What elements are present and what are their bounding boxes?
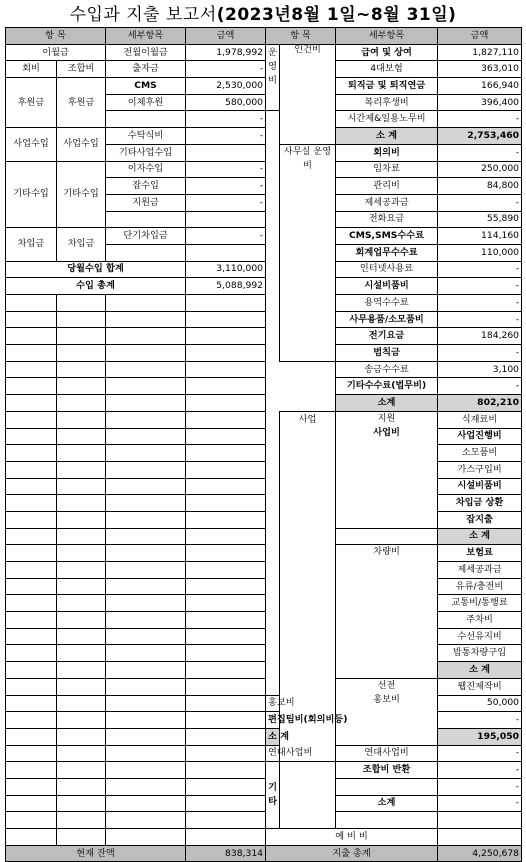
table-row (6, 778, 522, 795)
table-row (6, 795, 522, 812)
table-row (6, 812, 522, 829)
detail-label: 이자수입 (106, 161, 186, 178)
business-expense-label: 사업비 (373, 426, 400, 438)
current-balance-value: 838,314 (186, 845, 266, 862)
table-row (6, 695, 522, 712)
amount-value: - (438, 194, 522, 211)
amount-value: - (438, 378, 522, 395)
detail-label: 출자금 (106, 61, 186, 78)
amount-value: 1,978,992 (186, 44, 266, 61)
detail-label: 인터넷사용료 (336, 261, 438, 278)
header-detail: 세부항목 (106, 28, 186, 45)
detail-label: 교통비/통행료 (438, 595, 522, 612)
detail-label: 사업진행비 (438, 428, 522, 445)
detail-label: 단기차입금 (106, 228, 186, 245)
monthly-income-total-value: 3,110,000 (186, 261, 266, 278)
category-label: 차량비 (336, 545, 438, 679)
table-row (6, 595, 522, 612)
detail-label: 조합비 반환 (336, 762, 438, 779)
current-balance-label: 현재 잔액 (6, 845, 186, 862)
subtotal-label: 소 계 (266, 728, 280, 745)
monthly-income-total-label: 당월수입 합계 (6, 261, 186, 278)
detail-label: 식재료비 (438, 411, 522, 428)
report-table (5, 27, 522, 862)
amount-value: - (438, 762, 522, 779)
table-row (6, 745, 522, 762)
detail-label: 이체후원 (106, 94, 186, 111)
table-row (6, 278, 522, 295)
detail-label: 기타수수료(법무비) (336, 378, 438, 395)
table-row (6, 678, 522, 695)
header-amount: 금액 (186, 28, 266, 45)
category-label: 인건비 (280, 44, 336, 144)
category-label: 후원금 (6, 78, 57, 128)
table-header-row (6, 28, 522, 45)
promotion-label-bottom: 홍보비 (373, 693, 400, 705)
amount-value: 114,160 (438, 228, 522, 245)
amount-value: - (438, 111, 522, 128)
subtotal-label: 소 계 (438, 528, 522, 545)
category-label (336, 678, 438, 745)
detail-label: 회계업무수수료 (336, 244, 438, 261)
income-grand-total-label: 수입 총계 (6, 278, 186, 295)
detail-label: 밥통차량구입 (438, 645, 522, 662)
amount-value: 84,800 (438, 178, 522, 195)
amount-value: 50,000 (438, 695, 522, 712)
amount-value: 3,100 (438, 361, 522, 378)
table-row (6, 628, 522, 645)
group-label-operating: 운영비 (266, 44, 280, 111)
detail-label: CMS (106, 78, 186, 95)
header-item: 항 목 (266, 28, 336, 45)
detail-label (106, 111, 186, 128)
detail-label: 제세공과금 (438, 562, 522, 579)
detail-label: 송금수수료 (336, 361, 438, 378)
detail-label: 기타사업수입 (106, 144, 186, 161)
support-label: 지원 (377, 412, 396, 424)
amount-value: 580,000 (186, 94, 266, 111)
category-label (336, 411, 438, 528)
reserve-label: 예 비 비 (266, 829, 438, 846)
amount-value: - (438, 345, 522, 362)
subtotal-value: - (438, 795, 522, 812)
detail-label: 수선유지비 (438, 628, 522, 645)
table-row (6, 545, 522, 562)
detail-label: 유류/충전비 (438, 578, 522, 595)
detail-label: 보험료 (438, 545, 522, 562)
detail-label: 시설비품비 (336, 278, 438, 295)
detail-label: 용역수수료 (336, 295, 438, 312)
table-row (6, 612, 522, 629)
amount-value: 2,530,000 (186, 78, 266, 95)
table-row (6, 728, 522, 745)
category-label: 기타수입 (6, 161, 57, 228)
expense-grand-total-value: 4,250,678 (438, 845, 522, 862)
table-row (6, 562, 522, 579)
table-row (6, 511, 522, 528)
table-row (6, 78, 522, 95)
table-row (6, 378, 522, 395)
detail-label: 전화요금 (336, 211, 438, 228)
table-row (6, 44, 522, 61)
category-label: 회비 (6, 61, 57, 78)
group-label-other: 기타 (266, 762, 280, 829)
table-row (6, 261, 522, 278)
title-main: 수입과 지출 보고서 (69, 5, 217, 25)
group-label-business: 사업 (280, 411, 336, 761)
detail-label: 급여 및 상여 (336, 44, 438, 61)
detail-label: 가스구입비 (438, 461, 522, 478)
table-row (6, 395, 522, 412)
table-row (6, 361, 522, 378)
amount-value: - (186, 128, 266, 145)
header-item: 항 목 (6, 28, 106, 45)
subtotal-value: 2,753,460 (438, 128, 522, 145)
subtotal-label: 소 계 (336, 128, 438, 145)
detail-label: 퇴직금 및 퇴직연금 (336, 78, 438, 95)
amount-value: - (438, 144, 522, 161)
amount-value: 363,010 (438, 61, 522, 78)
detail-label: 잡지출 (438, 511, 522, 528)
amount-value: - (438, 745, 522, 762)
table-row (6, 295, 522, 312)
category-label (280, 762, 336, 829)
table-row (6, 161, 522, 178)
table-row (6, 829, 522, 846)
title-period: (2023년8월 1일~8월 31일) (216, 5, 457, 25)
amount-value (186, 144, 266, 161)
amount-value: - (438, 311, 522, 328)
amount-value: - (186, 61, 266, 78)
report-title (0, 4, 526, 26)
subcategory-label: 기타수입 (57, 161, 106, 228)
detail-label: 회의비 (336, 144, 438, 161)
table-row (6, 762, 522, 779)
detail-label: 전기요금 (336, 328, 438, 345)
table-row (6, 461, 522, 478)
amount-value: - (438, 295, 522, 312)
detail-label: CMS,SMS수수료 (336, 228, 438, 245)
detail-label: 4대보험 (336, 61, 438, 78)
category-label: 사업수입 (6, 128, 57, 161)
amount-value: - (438, 778, 522, 795)
amount-value: - (438, 261, 522, 278)
table-row (6, 495, 522, 512)
amount-value: 1,827,110 (438, 44, 522, 61)
detail-label: 제세공과금 (336, 194, 438, 211)
subtotal-value: 195,050 (438, 728, 522, 745)
footer-row (6, 845, 522, 862)
income-grand-total-value: 5,088,992 (186, 278, 266, 295)
detail-label: 수탁식비 (106, 128, 186, 145)
amount-value: 55,890 (438, 211, 522, 228)
subtotal-value: 802,210 (438, 395, 522, 412)
table-row (6, 328, 522, 345)
category-label: 연대사업비 (266, 745, 280, 762)
detail-label: 지원금 (106, 194, 186, 211)
table-row (6, 228, 522, 245)
detail-label: 범칙금 (336, 345, 438, 362)
subtotal-label: 소계 (336, 395, 438, 412)
detail-label: 잡수입 (106, 178, 186, 195)
amount-value: 184,260 (438, 328, 522, 345)
detail-label: 웹진제작비 (438, 678, 522, 695)
detail-label: 사무용품/소모품비 (336, 311, 438, 328)
table-row (6, 311, 522, 328)
amount-value: 396,400 (438, 94, 522, 111)
table-row (6, 345, 522, 362)
amount-value: 166,940 (438, 78, 522, 95)
table-row (6, 645, 522, 662)
detail-label: 임차료 (336, 161, 438, 178)
detail-label: 시설비품비 (438, 478, 522, 495)
table-row (6, 528, 522, 545)
category-label: 차입금 (6, 228, 57, 261)
amount-value: - (186, 178, 266, 195)
detail-label: 연대사업비 (336, 745, 438, 762)
amount-value: - (186, 194, 266, 211)
header-detail: 세부항목 (336, 28, 438, 45)
header-amount: 금액 (438, 28, 522, 45)
table-row (6, 445, 522, 462)
category-label: 이월금 (6, 44, 106, 61)
table-row (6, 428, 522, 445)
subtotal-label: 소 계 (438, 662, 522, 679)
subcategory-label: 차입금 (57, 228, 106, 261)
amount-value: 250,000 (438, 161, 522, 178)
detail-label: 시간제&일용노무비 (336, 111, 438, 128)
amount-value: 110,000 (438, 244, 522, 261)
subtotal-label: 소계 (336, 795, 438, 812)
detail-label: 차입금 상환 (438, 495, 522, 512)
detail-label: 소모품비 (438, 445, 522, 462)
table-row (6, 712, 522, 729)
amount-value: - (186, 111, 266, 128)
table-row (6, 61, 522, 78)
subcategory-label: 조합비 (57, 61, 106, 78)
category-label: 사무실 운영비 (280, 144, 336, 361)
table-row (6, 662, 522, 679)
table-row (6, 411, 522, 428)
table-row (6, 128, 522, 145)
amount-value: - (186, 161, 266, 178)
reserve-value (438, 829, 522, 846)
detail-label: 주차비 (438, 612, 522, 629)
promotion-label-top: 선전 (377, 679, 396, 691)
detail-label: 복리후생비 (336, 94, 438, 111)
subcategory-label: 후원금 (57, 78, 106, 128)
expense-grand-total-label: 지출 총계 (266, 845, 438, 862)
subcategory-label: 사업수입 (57, 128, 106, 161)
detail-label: 편집팀비(회의비등) (266, 712, 280, 729)
table-row (6, 478, 522, 495)
amount-value: - (186, 228, 266, 245)
detail-label: 관리비 (336, 178, 438, 195)
amount-value: - (438, 712, 522, 729)
detail-label: 홍보비 (266, 695, 280, 712)
amount-value: - (438, 278, 522, 295)
table-row (6, 578, 522, 595)
detail-label: 전월이월금 (106, 44, 186, 61)
